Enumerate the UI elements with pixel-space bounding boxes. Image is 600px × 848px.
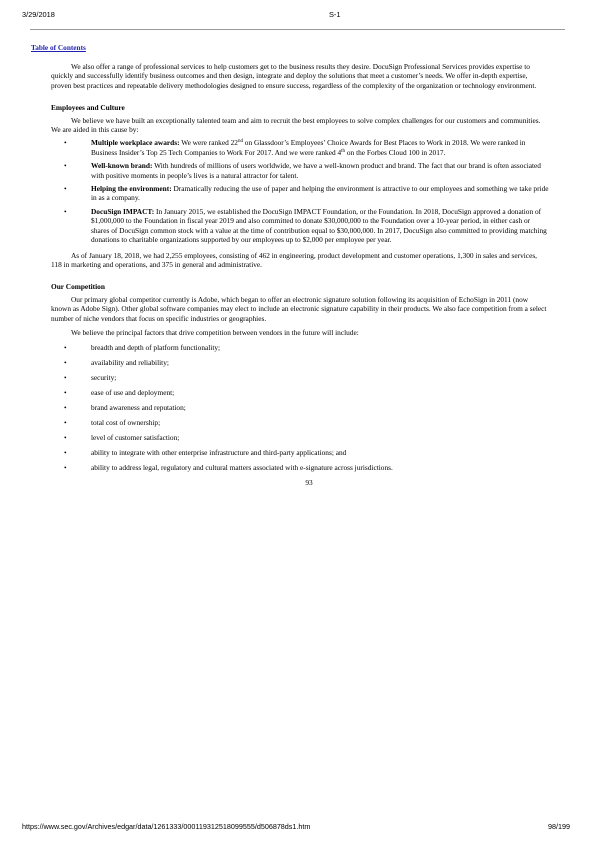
bullet-icon: •	[64, 447, 67, 457]
bullet-icon: •	[64, 402, 67, 412]
list-item: • Multiple workplace awards: We were ranked 22nd on Glassdoor’s Employees’ Choice Awards for Best Places to Work in 2018. We were ranked in Business Insider’s Top 25 Tech Companies to Work For 2017. And we were ranked 4th on the Forbes Cloud 100 in 2017.	[64, 138, 526, 157]
list-item: • breadth and depth of platform functionality;	[64, 342, 221, 352]
bullet-icon: •	[64, 138, 67, 148]
list-item: • availability and reliability;	[64, 357, 169, 367]
list-item: • ability to integrate with other enterprise infrastructure and third-party applications; and	[64, 447, 347, 457]
list-item: • level of customer satisfaction;	[64, 432, 180, 442]
list-item: • total cost of ownership;	[64, 417, 161, 427]
document-body	[51, 62, 549, 488]
employees-heading: Employees and Culture	[51, 103, 125, 113]
bullet-icon: •	[64, 161, 67, 171]
print-page-count: 98/199	[548, 822, 570, 831]
document-title: S-1	[329, 10, 341, 19]
list-item: • DocuSign IMPACT: In January 2015, we established the DocuSign IMPACT Foundation, or the Foundation. In 2018, DocuSign approved a donation of $1,000,000 to the Foundation in fiscal year 2019 and also committed to donate $30,000,000 to the Foundation over a 10-year period, in either cash or shares of DocuSign common stock with a value at the time of contribution equal to $30,000,000. In 2017, DocuSign also committed to providing matching donations to charitable organizations supported by our employees up to $2,000 per employee per year.	[64, 206, 547, 245]
competition-factors-intro: We believe the principal factors that drive competition between vendors in the future will include:	[71, 327, 359, 337]
employee-benefits-list	[51, 138, 549, 244]
employees-intro: We believe we have built an exceptionally talented team and aim to recruit the best employees to solve complex challenges for our customers and communities. We are aided in this cause by:	[51, 115, 541, 135]
bullet-icon: •	[64, 387, 67, 397]
list-item: • security;	[64, 372, 117, 382]
table-of-contents-link[interactable]: Table of Contents	[31, 43, 86, 52]
bullet-icon: •	[64, 206, 67, 216]
bullet-icon: •	[64, 372, 67, 382]
print-date: 3/29/2018	[22, 10, 55, 19]
list-item: • ability to address legal, regulatory and cultural matters associated with e-signature across jurisdictions.	[64, 462, 393, 472]
bullet-icon: •	[64, 417, 67, 427]
source-url: https://www.sec.gov/Archives/edgar/data/1261333/000119312518099555/d506878ds1.htm	[22, 822, 311, 831]
headcount-paragraph: As of January 18, 2018, we had 2,255 employees, consisting of 462 in engineering, product development and customer operations, 1,300 in sales and services, 118 in marketing and operations, and 375 in general and administrative.	[51, 250, 538, 269]
bullet-icon: •	[64, 432, 67, 442]
print-header	[22, 8, 578, 20]
list-item: • ease of use and deployment;	[64, 387, 175, 397]
competition-paragraph: Our primary global competitor currently is Adobe, which began to offer an electronic signature solution following its acquisition of EchoSign in 2011 (now known as Adobe Sign). Other global software companies may elect to include an electronic signature capability in their products. We also face competition from a select number of niche vendors that focus on specific industries or geographies.	[51, 294, 547, 323]
bullet-icon: •	[64, 357, 67, 367]
bullet-icon: •	[64, 184, 67, 194]
professional-services-paragraph: We also offer a range of professional services to help customers get to the business results they desire. DocuSign Professional Services provides expertise to quickly and successfully identify business outcomes and then design, integrate and deploy the solutions that meet a customer’s needs. We offer in-depth expertise, proven best practices and repeatable delivery methodologies designed to ensure success, regardless of the complexity of the organization or technology environment.	[51, 62, 537, 90]
bullet-icon: •	[64, 462, 67, 472]
list-item: • Helping the environment: Dramatically reducing the use of paper and helping the environment is attractive to our employees and something we take pride in as a company.	[64, 184, 549, 203]
page-number: 93	[305, 478, 313, 488]
list-item: • Well-known brand: With hundreds of millions of users worldwide, we have a well-known product and brand. The fact that our brand is often associated with positive moments in people’s lives is a natural attractor for talent.	[64, 161, 541, 180]
header-divider	[30, 29, 565, 30]
bullet-icon: •	[64, 342, 67, 352]
list-item: • brand awareness and reputation;	[64, 402, 186, 412]
competition-heading: Our Competition	[51, 282, 105, 292]
competition-factors-list	[51, 343, 549, 472]
